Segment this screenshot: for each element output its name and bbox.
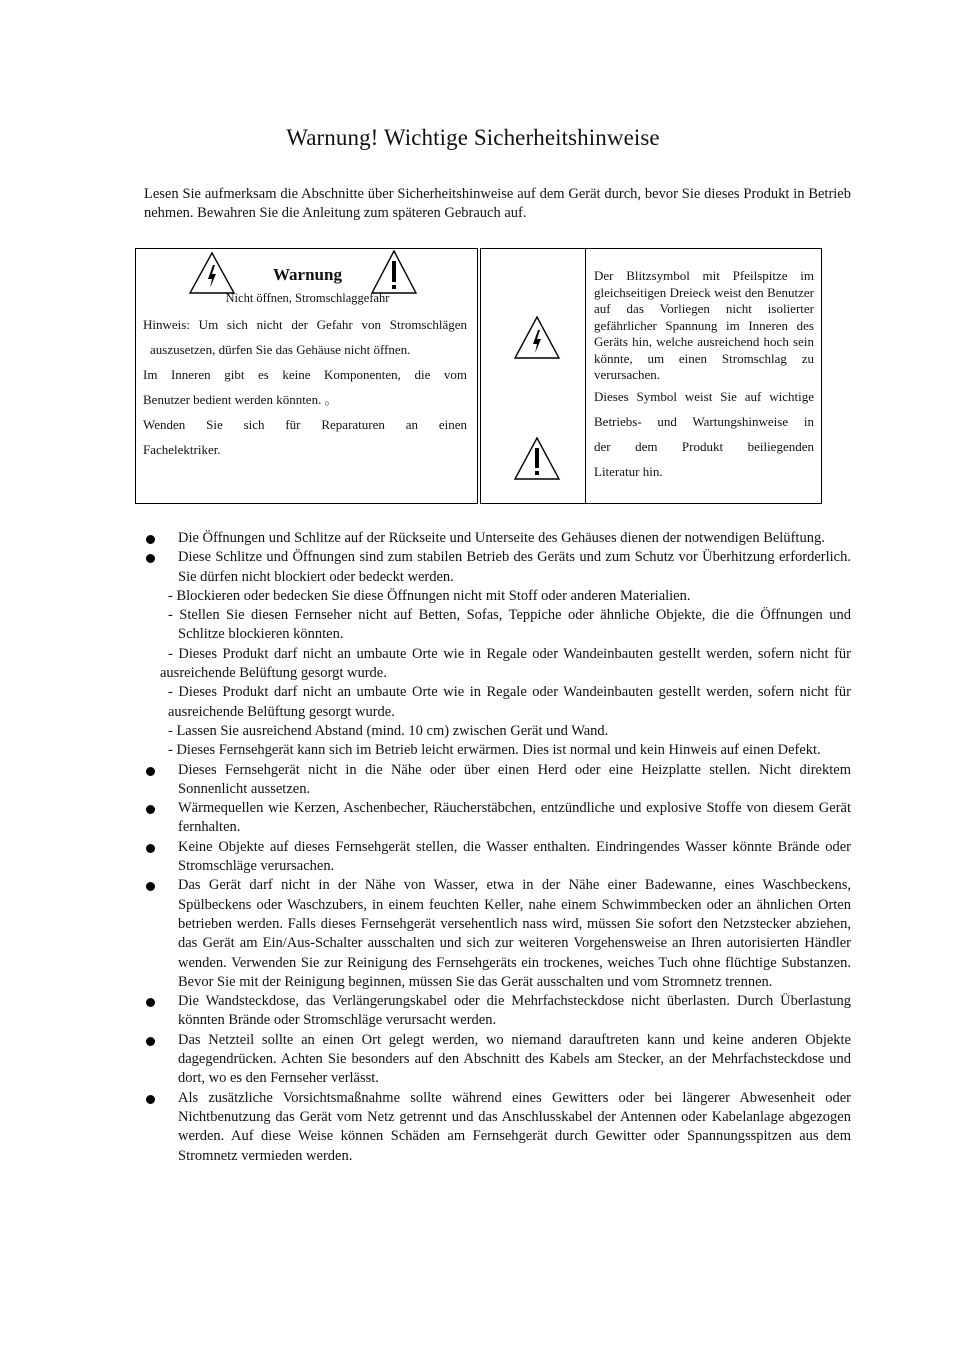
exclamation-line-1: Dieses Symbol weist Sie auf wichtige: [594, 389, 814, 404]
intro-paragraph: Lesen Sie aufmerksam die Abschnitte über Sicherheitshinweise auf dem Gerät durch, bevor Sie dieses Produkt in Betrieb nehmen. Bewahren Sie die Anleitung zum späteren Gebrauch auf.: [144, 186, 851, 221]
exclamation-line-4: Literatur hin.: [594, 464, 663, 479]
list-item: Als zusätzliche Vorsichtsmaßnahme sollte während eines Gewitters oder bei längerer Abwesenheit oder Nichtbenutzung das Gerät vom Netz getrennt und das Anschlusskabel der Antennen oder Kabelanlage abgezogen werden. Auf diese Weise können Schäden am Fernsehgerät durch Gewitter oder Spannungsspitzen aus dem Stromnetz vermieden werden.: [144, 1089, 851, 1166]
bullet-icon: [146, 998, 155, 1007]
box-divider: [585, 249, 586, 503]
sub-item: - Dieses Produkt darf nicht an umbaute Orte wie in Regale oder Wandeinbauten gestellt werden, sofern nicht für ausreichende Belüftung gesorgt wurde.: [160, 645, 851, 682]
sub-item: - Lassen Sie ausreichend Abstand (mind. 10 cm) zwischen Gerät und Wand.: [168, 722, 609, 739]
warning-line-4: Benutzer bedient werden könnten. 。: [143, 392, 338, 407]
lightning-warning-icon: [513, 315, 561, 360]
sub-item: - Dieses Fernsehgerät kann sich im Betrieb leicht erwärmen. Dies ist normal und kein Hinweis auf einen Defekt.: [168, 742, 821, 759]
list-item: Die Wandsteckdose, das Verlängerungskabel oder die Mehrfachsteckdose nicht überlasten. Durch Überlastung könnten Brände oder Stromschläge verursacht werden.: [144, 992, 851, 1031]
warning-subheading: Nicht öffnen, Stromschlaggefahr: [225, 291, 390, 305]
warning-line-2: auszusetzen, dürfen Sie das Gehäuse nicht öffnen.: [150, 342, 411, 357]
list-item: Diese Schlitze und Öffnungen sind zum stabilen Betrieb des Geräts und zum Schutz vor Überhitzung erforderlich. Sie dürfen nicht blockiert oder bedeckt werden.: [144, 548, 851, 587]
warning-line-5: Wenden Sie sich für Reparaturen an einen: [143, 417, 467, 432]
bullet-icon: [146, 1095, 155, 1104]
exclamation-warning-icon: [513, 436, 561, 481]
bullet-icon: [146, 1037, 155, 1046]
list-item: Das Netzteil sollte an einen Ort gelegt werden, wo niemand darauftreten kann und keine anderen Objekte dagegendrücken. Achten Sie besonders auf den Abschnitt des Kabels am Stecker, an der Mehrfachsteckdose und dort, wo es den Fernseher verlässt.: [144, 1031, 851, 1089]
list-item: Wärmequellen wie Kerzen, Aschenbecher, Räucherstäbchen, entzündliche und explosive Stoffe von diesem Gerät fernhalten.: [144, 799, 851, 838]
exclamation-line-2: Betriebs- und Wartungshinweise in: [594, 414, 814, 429]
list-item: Dieses Fernsehgerät nicht in die Nähe oder über einen Herd oder eine Heizplatte stellen. Nicht direktem Sonnenlicht aussetzen.: [144, 761, 851, 800]
bullet-icon: [146, 805, 155, 814]
bullet-icon: [146, 767, 155, 776]
bullet-icon: [146, 535, 155, 544]
bullet-icon: [146, 882, 155, 891]
safety-instruction-list: [144, 529, 851, 1166]
list-item: Die Öffnungen und Schlitze auf der Rückseite und Unterseite des Gehäuses dienen der notwendigen Belüftung.: [144, 529, 851, 548]
warning-heading: Warnung: [273, 265, 342, 284]
sub-item: - Dieses Produkt darf nicht an umbaute Orte wie in Regale oder Wandeinbauten gestellt werden, sofern nicht für ausreichende Belüftung gesorgt wurde.: [168, 684, 851, 720]
warning-line-6: Fachelektriker.: [143, 442, 221, 457]
sub-item: - Blockieren oder bedecken Sie diese Öffnungen nicht mit Stoff oder anderen Materialien.: [168, 587, 691, 604]
exclamation-line-3: der dem Produkt beiliegenden: [594, 439, 814, 454]
warning-line-3: Im Inneren gibt es keine Komponenten, die vom: [143, 367, 467, 382]
bullet-icon: [146, 844, 155, 853]
list-item: Keine Objekte auf dieses Fernsehgerät stellen, die Wasser enthalten. Eindringendes Wasser könnte Brände oder Stromschläge verursachen.: [144, 838, 851, 877]
symbol-explanation-box: [480, 248, 822, 504]
warning-line-1: Hinweis: Um sich nicht der Gefahr von Stromschlägen: [143, 317, 467, 332]
list-item: Das Gerät darf nicht in der Nähe von Wasser, etwa in der Nähe einer Badewanne, eines Waschbeckens, Spülbeckens oder Waschzubers, in einem feuchten Keller, nahe einem Schwimmbecken oder an ähnlichen Orten betrieben werden. Falls dieses Fernsehgerät versehentlich nass wird, müssen Sie sofort den Netzstecker abziehen, das Gerät am Ein/Aus-Schalter ausschalten und sich zur weiteren Vorgehensweise an Ihren autorisierten Händler wenden. Verwenden Sie zur Reinigung des Fernsehgeräts ein trockenes, weiches Tuch ohne flüchtige Substanzen. Bevor Sie mit der Reinigung beginnen, müssen Sie das Gerät ausschalten und vom Stromnetz trennen.: [144, 876, 851, 992]
lightning-symbol-description: Der Blitzsymbol mit Pfeilspitze im gleichseitigen Dreieck weist den Benutzer auf das Vorliegen nicht isolierter gefährlicher Spannung im Inneren des Geräts hin, welche ausreichend hoch sein könnte, um einen Stromschlag zu verursachen.: [594, 268, 814, 382]
warning-box: [135, 248, 478, 504]
sub-item: - Stellen Sie diesen Fernseher nicht auf Betten, Sofas, Teppiche oder ähnliche Objekte, die die Öffnungen und Schlitze blockieren könnten.: [168, 607, 851, 643]
page-title: Warnung! Wichtige Sicherheitshinweise: [286, 125, 660, 150]
bullet-icon: [146, 554, 155, 563]
